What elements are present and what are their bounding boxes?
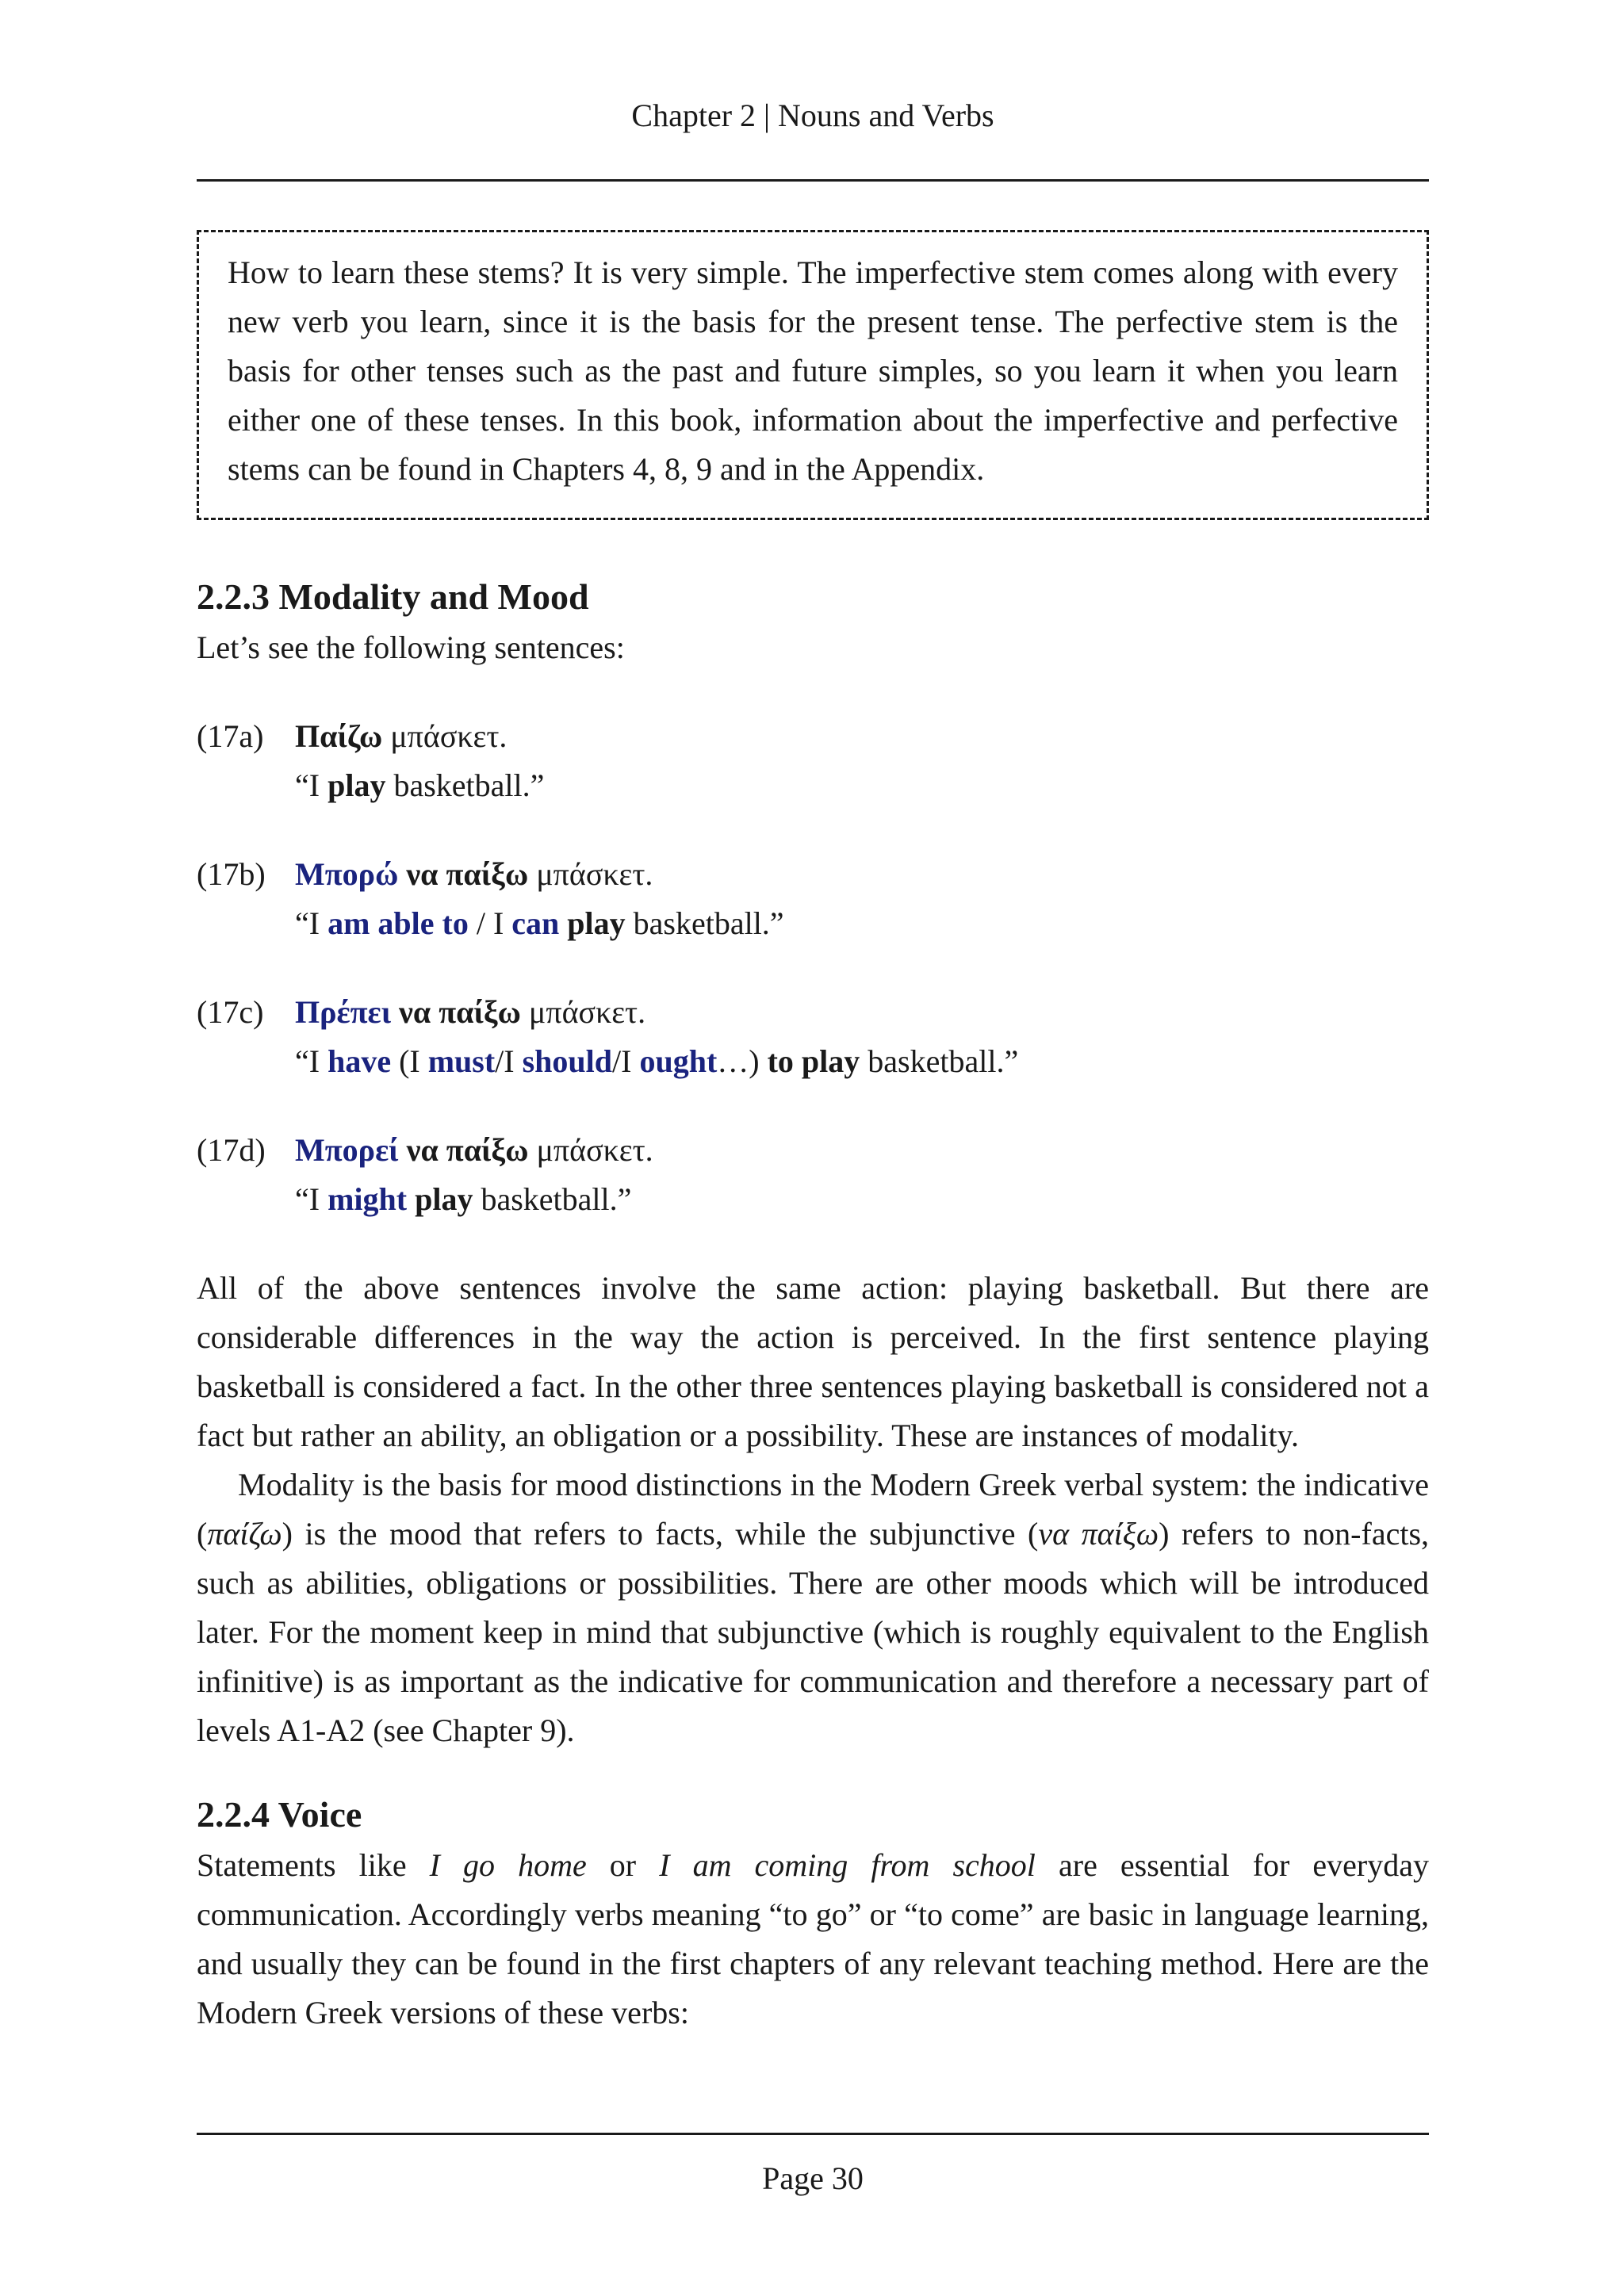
section-intro: Let’s see the following sentences: bbox=[197, 629, 625, 665]
translation-text: …) bbox=[717, 1043, 768, 1079]
paragraph-text: or bbox=[586, 1847, 660, 1883]
paragraph-text: Statements like bbox=[197, 1847, 430, 1883]
greek-modal: Μπορώ bbox=[295, 856, 399, 892]
section-heading-voice: 2.2.4 Voice bbox=[197, 1794, 362, 1835]
translation-text: “I bbox=[295, 905, 328, 941]
translation-text: / I bbox=[468, 905, 512, 941]
paragraph-actions: All of the above sentences involve the same action: playing basketball. But there are considerable differences in the way the action is perceived. In the first sentence playing basketball is considered a fact. In the other three sentences playing basketball is considered not a fact but rather an ability, an obligation or a possibility. These are instances of modality. bbox=[197, 1270, 1429, 1453]
translation-text: basketball.” bbox=[860, 1043, 1019, 1079]
greek-term-indicative: παίζω bbox=[207, 1516, 282, 1552]
greek-object: μπάσκετ. bbox=[520, 994, 646, 1030]
running-header: Chapter 2 | Nouns and Verbs bbox=[631, 98, 994, 133]
translation-text: “I bbox=[295, 767, 328, 803]
example-number: (17c) bbox=[197, 994, 264, 1030]
translation-text: basketball.” bbox=[625, 905, 784, 941]
english-modal: should bbox=[522, 1043, 613, 1079]
english-modal: can bbox=[511, 905, 560, 941]
example-phrase: I go home bbox=[429, 1847, 587, 1883]
greek-sentence bbox=[295, 988, 645, 1037]
english-modal: am able to bbox=[327, 905, 469, 941]
paragraph-mood bbox=[197, 1460, 1429, 1755]
header-rule bbox=[197, 179, 1429, 182]
translation-text: basketball.” bbox=[385, 767, 545, 803]
english-verb: play bbox=[407, 1181, 473, 1217]
english-verb: play bbox=[559, 905, 626, 941]
example-number: (17b) bbox=[197, 856, 266, 892]
note-box-text: How to learn these stems? It is very simple. The imperfective stem comes along with every new verb you learn, since it is the basis for the present tense. The perfective stem is the basis for other tenses such as the past and future simples, so you learn it when you learn either one of these tenses. In this book, information about the imperfective and perfective stems can be found in Chapters 4, 8, 9 and in the Appendix. bbox=[228, 254, 1398, 487]
greek-sentence bbox=[295, 1126, 653, 1175]
english-translation bbox=[295, 1037, 1018, 1086]
english-translation bbox=[295, 1175, 631, 1224]
translation-text: “I bbox=[295, 1043, 328, 1079]
greek-modal: Πρέπει bbox=[295, 994, 392, 1030]
footer-rule bbox=[197, 2133, 1429, 2135]
translation-text: /I bbox=[495, 1043, 523, 1079]
paragraph-text: Modality is the basis for mood distinctions in the Modern Greek verbal system: the indicative ( bbox=[197, 1467, 1429, 1552]
body-text-modality bbox=[197, 1264, 1429, 1755]
paragraph-text: ) refers to non-facts, such as abilities, obligations or possibilities. There are other moods which will be introduced later. For the moment keep in mind that subjunctive (which is roughly equivalent to the English infinitive) is as important as the indicative for communication and therefore a necessary part of levels A1-A2 (see Chapter 9). bbox=[197, 1516, 1430, 1748]
english-modal: must bbox=[427, 1043, 496, 1079]
greek-object: μπάσκετ. bbox=[528, 856, 653, 892]
section-heading-modality: 2.2.3 Modality and Mood bbox=[197, 576, 589, 617]
english-verb: to play bbox=[767, 1043, 860, 1079]
greek-subjunctive: να παίξω bbox=[391, 994, 521, 1030]
english-modal: have bbox=[327, 1043, 392, 1079]
example-number: (17d) bbox=[197, 1132, 266, 1168]
english-translation bbox=[295, 899, 784, 948]
translation-text: /I bbox=[612, 1043, 640, 1079]
english-modal: might bbox=[327, 1181, 408, 1217]
greek-sentence bbox=[295, 712, 507, 761]
english-translation bbox=[295, 761, 544, 810]
greek-sentence bbox=[295, 850, 653, 899]
greek-subjunctive: να παίξω bbox=[398, 856, 529, 892]
paragraph-text: are essential for everyday communication. Accordingly verbs meaning “to go” or “to come” are basic in language learning, and usually they can be found in the first chapters of any relevant teaching method. Here are the Modern Greek versions of these verbs: bbox=[197, 1847, 1429, 2030]
greek-verb: Παίζω bbox=[295, 718, 383, 754]
example-number: (17a) bbox=[197, 718, 264, 754]
english-verb: play bbox=[327, 767, 386, 803]
english-modal: ought bbox=[639, 1043, 718, 1079]
paragraph-voice bbox=[197, 1841, 1429, 2038]
greek-object: μπάσκετ. bbox=[528, 1132, 653, 1168]
stems-note-box bbox=[197, 230, 1429, 520]
translation-text: “I bbox=[295, 1181, 328, 1217]
paragraph-text: ) is the mood that refers to facts, while the subjunctive ( bbox=[282, 1516, 1039, 1552]
greek-term-subjunctive: να παίξω bbox=[1038, 1516, 1159, 1552]
greek-subjunctive: να παίξω bbox=[398, 1132, 529, 1168]
greek-modal: Μπορεί bbox=[295, 1132, 399, 1168]
example-phrase: I am coming from school bbox=[659, 1847, 1036, 1883]
translation-text: (I bbox=[391, 1043, 428, 1079]
body-text-voice bbox=[197, 1841, 1429, 2038]
translation-text: basketball.” bbox=[473, 1181, 632, 1217]
page-number: Page 30 bbox=[762, 2160, 864, 2196]
greek-object: μπάσκετ. bbox=[382, 718, 508, 754]
